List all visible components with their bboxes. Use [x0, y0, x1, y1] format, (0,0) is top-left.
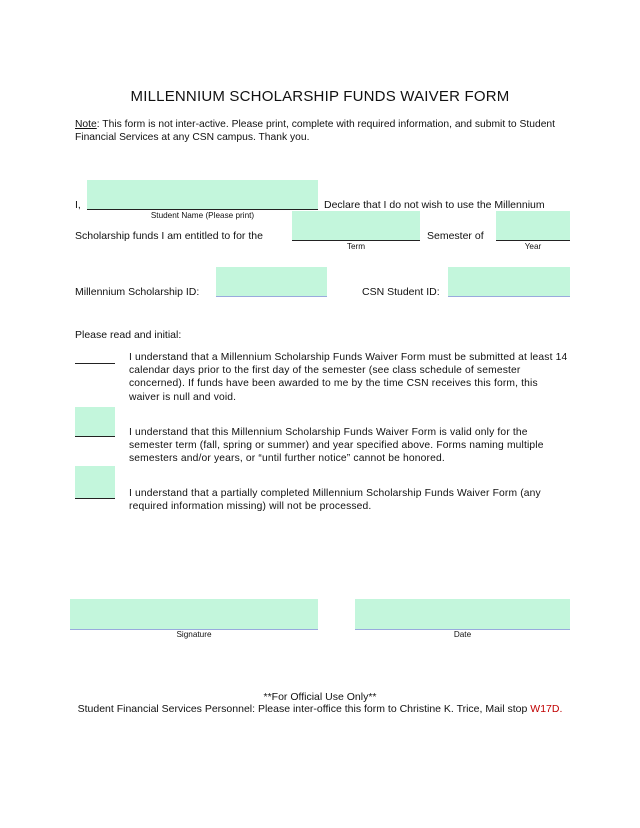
- term-field[interactable]: [292, 211, 420, 241]
- initial-item-1: I understand that a Millennium Scholarship Funds Waiver Form must be submitted at least 14 calendar days prior to the first day of the semester (see class schedule of semester concerned). If funds have been awarded to me by the time CSN receives this form, this waiver is null and void.: [129, 352, 568, 403]
- date-caption: Date: [453, 630, 472, 639]
- initial-field-2[interactable]: [75, 407, 115, 437]
- declaration-text-line2: Scholarship funds I am entitled to for the: [75, 230, 263, 242]
- initials-heading: Please read and initial:: [75, 329, 182, 341]
- signature-field[interactable]: [70, 599, 318, 630]
- term-caption: Term: [346, 242, 366, 251]
- year-field[interactable]: [496, 211, 570, 241]
- footer-instruction-text: Student Financial Services Personnel: Please inter-office this form to Christine K. Trice, Mail stop: [77, 703, 531, 715]
- year-caption: Year: [524, 242, 542, 251]
- csn-id-field[interactable]: [448, 267, 570, 297]
- millennium-id-label: Millennium Scholarship ID:: [75, 286, 200, 298]
- note-label: Note: [75, 119, 97, 130]
- date-field[interactable]: [355, 599, 570, 630]
- csn-id-label: CSN Student ID:: [362, 286, 440, 298]
- official-use-label: **For Official Use Only**: [263, 691, 377, 703]
- note-text: : This form is not inter-active. Please print, complete with required information, and submit to Student Financial Services at any CSN campus. Thank you.: [75, 119, 556, 143]
- declaration-text: Declare that I do not wish to use the Millennium: [324, 199, 545, 211]
- footer-period: .: [559, 703, 563, 715]
- signature-caption: Signature: [176, 630, 212, 639]
- declaration-prefix: I,: [75, 199, 81, 211]
- student-name-caption: Student Name (Please print): [150, 211, 255, 220]
- semester-of-label: Semester of: [427, 230, 484, 242]
- initial-line-1[interactable]: [75, 352, 115, 364]
- footer-instruction: [0, 703, 640, 715]
- mail-stop-code: W17D: [530, 703, 560, 715]
- initial-item-3: I understand that a partially completed Millennium Scholarship Funds Waiver Form (any required information missing) will not be processed.: [129, 488, 541, 513]
- note-paragraph: [75, 118, 565, 144]
- form-title: MILLENNIUM SCHOLARSHIP FUNDS WAIVER FORM: [130, 88, 510, 105]
- initial-item-2: I understand that this Millennium Scholarship Funds Waiver Form is valid only for the semester term (fall, spring or summer) and year specified above. Forms naming multiple semesters and/or years, or “until further notice” cannot be honored.: [129, 427, 544, 465]
- initial-field-3[interactable]: [75, 466, 115, 499]
- millennium-id-field[interactable]: [216, 267, 327, 297]
- student-name-field[interactable]: [87, 180, 318, 210]
